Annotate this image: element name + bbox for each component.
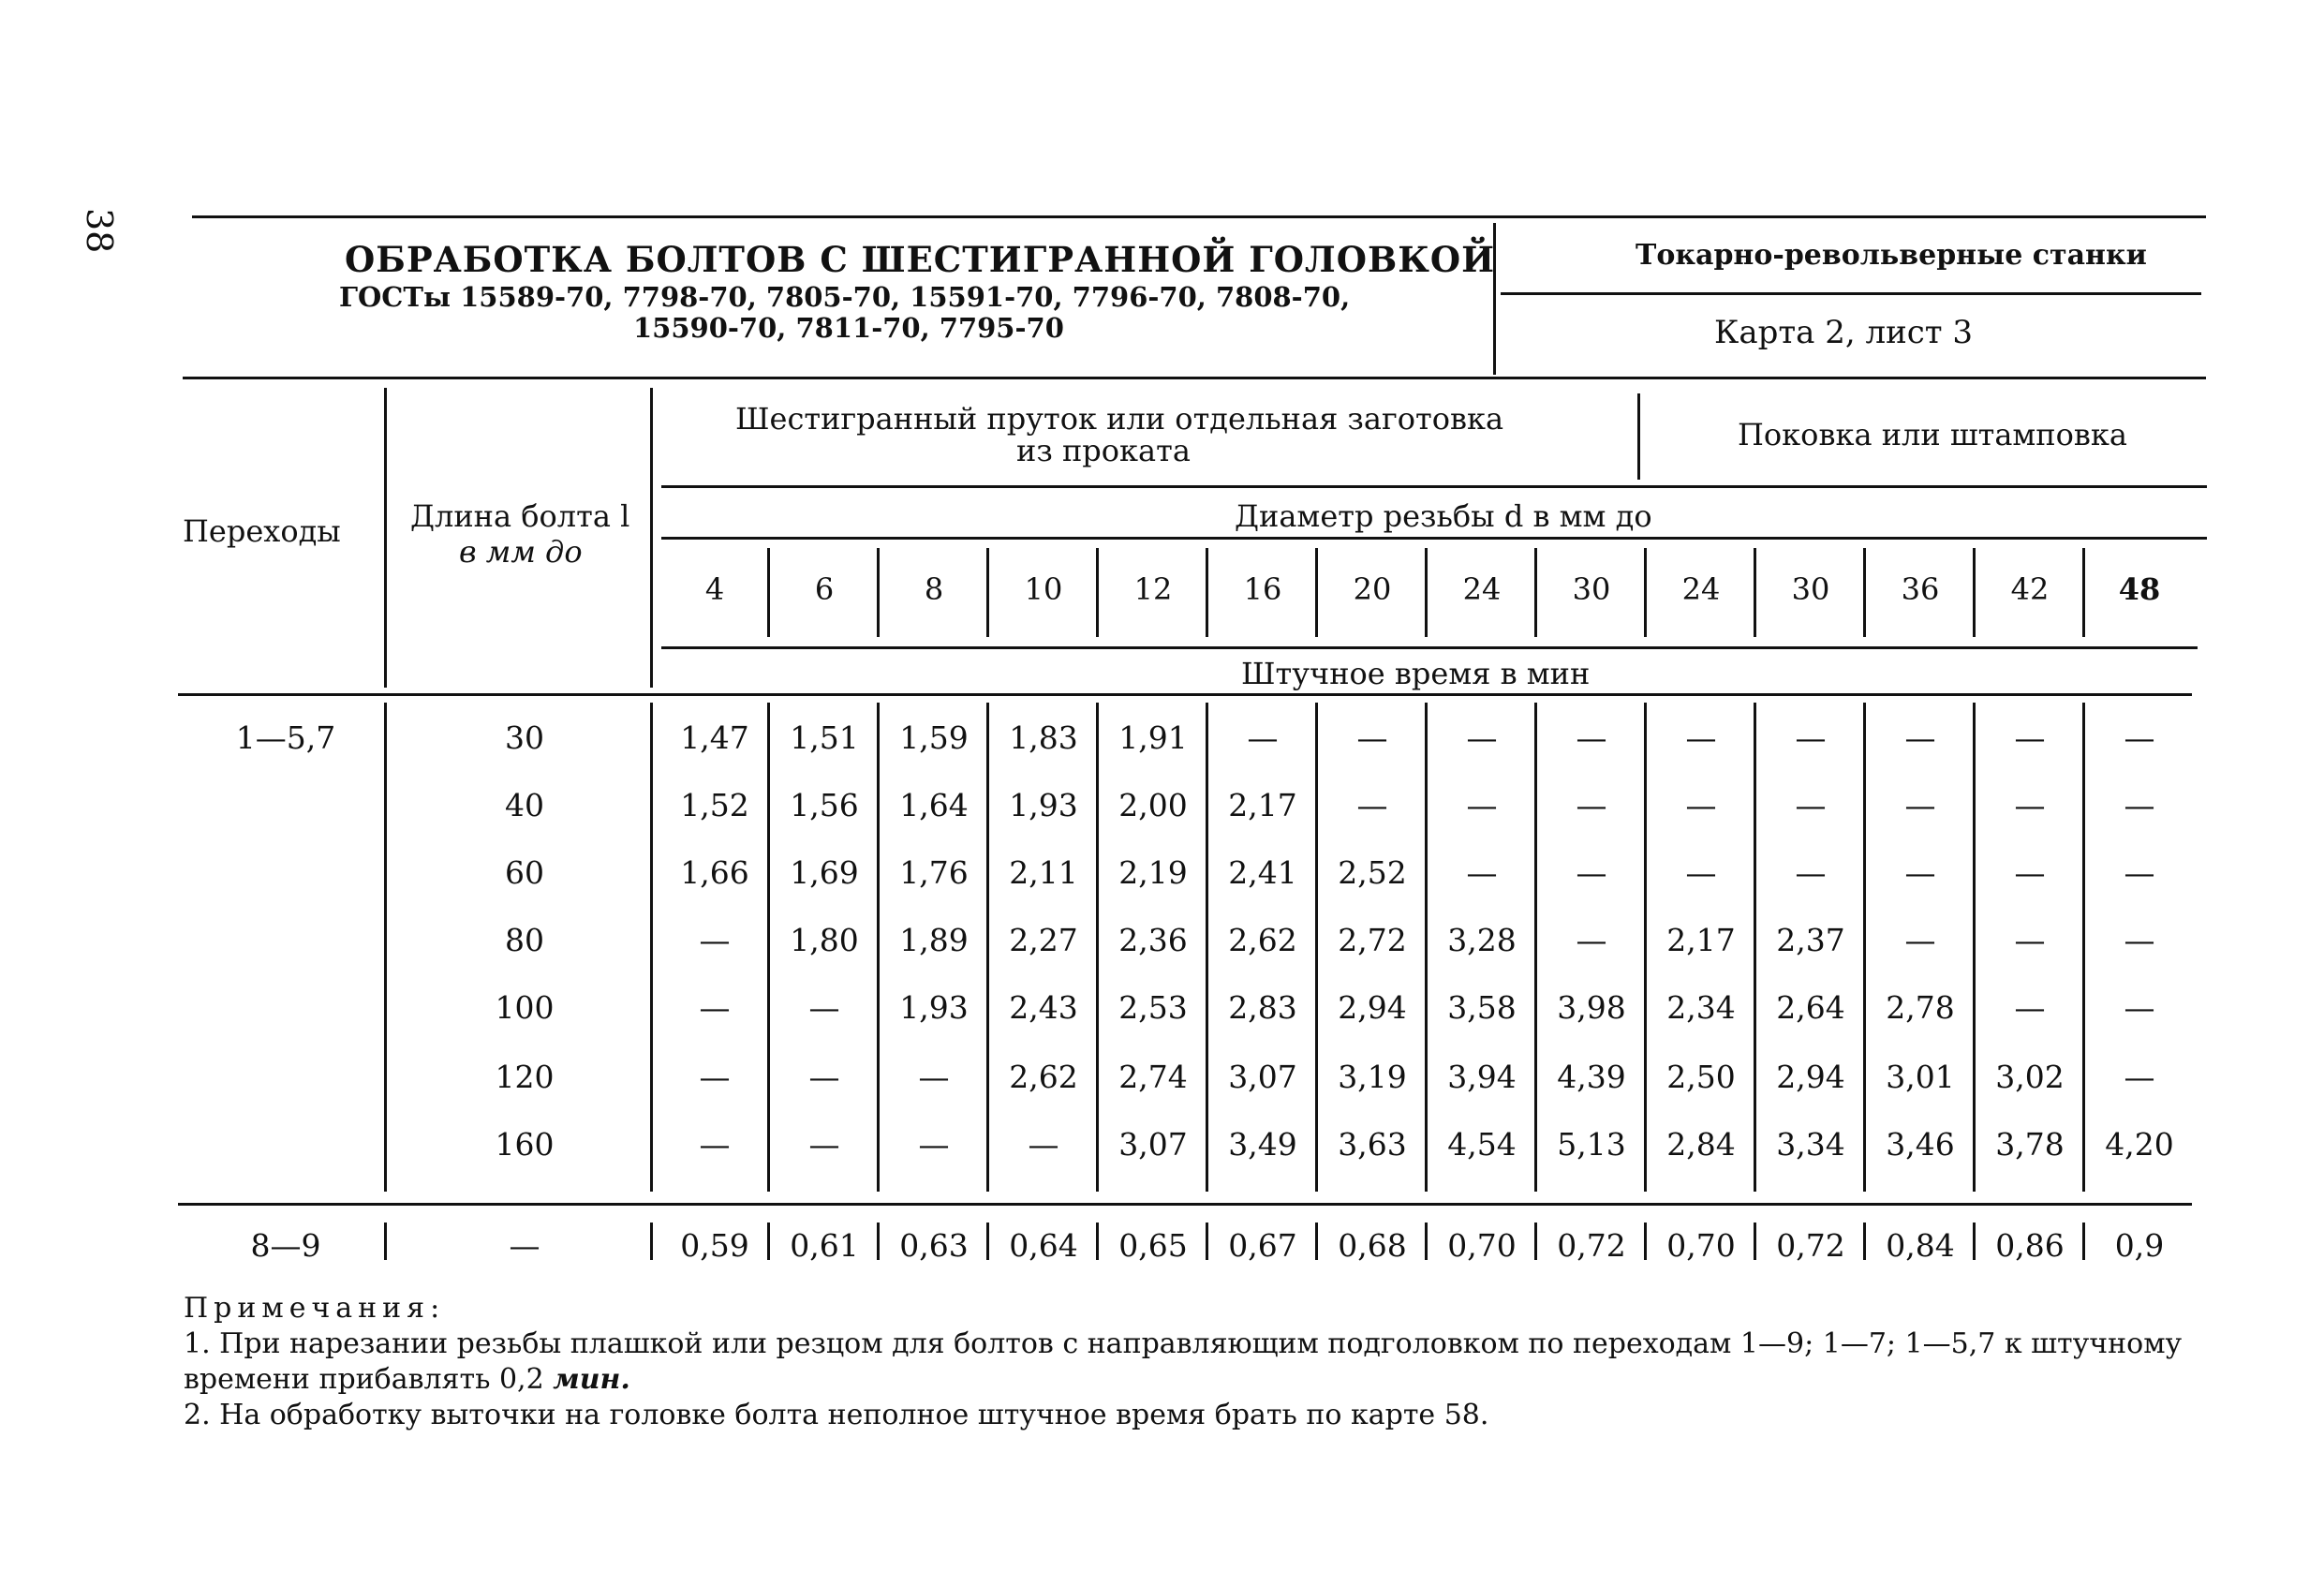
time-cell: 3,63: [1338, 1126, 1407, 1163]
time-cell: 1,56: [790, 787, 859, 823]
length-cell: 40: [505, 787, 544, 823]
time-cell: —: [808, 1126, 840, 1163]
time-cell: 0,68: [1338, 1227, 1407, 1264]
time-cell: 2,64: [1776, 989, 1845, 1026]
time-cell: 2,36: [1118, 922, 1188, 958]
last-row-col-separator: [1644, 1223, 1647, 1260]
time-cell: —: [2124, 989, 2155, 1026]
time-cell: 2,53: [1118, 989, 1188, 1026]
body-divider-length: [650, 703, 653, 1192]
time-cell: —: [1795, 854, 1827, 891]
header-bottom-rule: [178, 693, 2192, 696]
time-cell: 2,84: [1666, 1126, 1736, 1163]
last-row-col-separator: [2082, 1223, 2085, 1260]
time-cell: 2,11: [1009, 854, 1078, 891]
time-cell: 3,34: [1776, 1126, 1845, 1163]
time-cell: 3,58: [1447, 989, 1517, 1026]
time-cell: —: [1795, 719, 1827, 756]
body-col-separator: [1754, 703, 1756, 1192]
time-cell: 0,61: [790, 1227, 859, 1264]
body-col-separator: [1425, 703, 1428, 1192]
diameter-col-separator: [1096, 548, 1099, 637]
diameter-col-separator: [877, 548, 880, 637]
diameter-value: 8: [924, 571, 944, 607]
page-number: 38: [79, 208, 120, 254]
diameter-col-separator: [1206, 548, 1208, 637]
time-cell: 2,43: [1009, 989, 1078, 1026]
time-cell: 1,69: [790, 854, 859, 891]
diameter-value: 10: [1024, 571, 1063, 607]
time-cell: —: [2014, 854, 2046, 891]
time-cell: 4,39: [1557, 1059, 1626, 1095]
diameter-col-separator: [1973, 548, 1976, 637]
time-cell: 2,83: [1228, 989, 1297, 1026]
time-cell: 1,64: [899, 787, 969, 823]
time-cell: 4,54: [1447, 1126, 1517, 1163]
length-cell: 60: [505, 854, 544, 891]
page-title: ОБРАБОТКА БОЛТОВ С ШЕСТИГРАННОЙ ГОЛОВКОЙ: [345, 239, 1496, 280]
time-cell: —: [2014, 719, 2046, 756]
last-row-col-separator: [1973, 1223, 1976, 1260]
body-divider-transitions: [384, 703, 387, 1192]
time-cell: —: [918, 1059, 950, 1095]
diameter-col-separator: [1644, 548, 1647, 637]
last-row-col-separator: [1534, 1223, 1537, 1260]
group-rule: [661, 485, 2207, 488]
time-cell: —: [1466, 719, 1498, 756]
transitions-header: Переходы: [183, 513, 341, 549]
group-forging-header: Поковка или штамповка: [1738, 417, 2127, 452]
time-cell: 2,52: [1338, 854, 1407, 891]
body-col-separator: [1644, 703, 1647, 1192]
body-col-separator: [1206, 703, 1208, 1192]
time-cell: 0,70: [1666, 1227, 1736, 1264]
body-col-separator: [1315, 703, 1318, 1192]
time-cell: 0,72: [1557, 1227, 1626, 1264]
time-cell: —: [1028, 1126, 1059, 1163]
time-cell: 2,41: [1228, 854, 1297, 891]
time-cell: 0,86: [1995, 1227, 2065, 1264]
time-cell: 2,19: [1118, 854, 1188, 891]
time-cell: —: [2124, 854, 2155, 891]
diameter-col-separator: [986, 548, 989, 637]
time-cell: 3,01: [1886, 1059, 1955, 1095]
diameter-col-separator: [1534, 548, 1537, 637]
last-row-col-separator: [877, 1223, 880, 1260]
time-cell: 1,89: [899, 922, 969, 958]
time-cell: 2,62: [1228, 922, 1297, 958]
body-col-separator: [986, 703, 989, 1192]
time-cell: —: [699, 1059, 731, 1095]
diameter-value: 42: [2010, 571, 2050, 607]
time-cell: 0,70: [1447, 1227, 1517, 1264]
time-cell: 0,84: [1886, 1227, 1955, 1264]
time-cell: 2,78: [1886, 989, 1955, 1026]
col-divider-length: [650, 388, 653, 688]
diameter-value: 24: [1681, 571, 1721, 607]
time-cell: 3,07: [1228, 1059, 1297, 1095]
body-col-separator: [877, 703, 880, 1192]
length-header-1: Длина болта l: [410, 498, 630, 534]
time-cell: —: [1356, 719, 1388, 756]
length-cell: 100: [495, 989, 555, 1026]
diameter-value: 6: [814, 571, 835, 607]
time-cell: —: [699, 922, 731, 958]
time-cell: 1,80: [790, 922, 859, 958]
time-cell: —: [808, 989, 840, 1026]
time-cell: 2,37: [1776, 922, 1845, 958]
last-row-col-separator: [1754, 1223, 1756, 1260]
last-row-col-separator: [767, 1223, 770, 1260]
time-cell: —: [1576, 854, 1607, 891]
time-cell: 4,20: [2105, 1126, 2174, 1163]
note-1-text: 1. При нарезании резьбы плашкой или резцом для болтов с направляющим подголовком по переходам 1—9; 1—7; 1—5,7 к штучному времени прибавлять 0,2: [184, 1327, 2183, 1396]
time-cell: —: [1576, 719, 1607, 756]
card-sheet: Карта 2, лист 3: [1714, 314, 1974, 351]
time-cell: —: [1576, 922, 1607, 958]
diameter-value: 48: [2118, 571, 2161, 607]
body-col-separator: [1096, 703, 1099, 1192]
last-row-divider: [384, 1223, 387, 1260]
time-cell: —: [2124, 719, 2155, 756]
last-row-rule: [178, 1203, 2192, 1206]
diameter-col-separator: [1863, 548, 1866, 637]
time-cell: 2,00: [1118, 787, 1188, 823]
time-cell: —: [808, 1059, 840, 1095]
time-cell: 3,98: [1557, 989, 1626, 1026]
notes: [184, 1291, 2207, 1433]
time-cell: 2,27: [1009, 922, 1078, 958]
diameter-col-separator: [1315, 548, 1318, 637]
diameter-value: 24: [1462, 571, 1502, 607]
time-cell: 2,94: [1338, 989, 1407, 1026]
diameter-rule: [661, 537, 2207, 540]
time-cell: 2,17: [1666, 922, 1736, 958]
col-divider-transitions: [384, 388, 387, 688]
length-cell: 120: [495, 1059, 555, 1095]
time-cell: 1,83: [1009, 719, 1078, 756]
last-row-col-separator: [1863, 1223, 1866, 1260]
time-cell: 2,34: [1666, 989, 1736, 1026]
gost-line-1: ГОСТы 15589-70, 7798-70, 7805-70, 15591-70, 7796-70, 7808-70,: [339, 281, 1351, 313]
time-cell: 1,76: [899, 854, 969, 891]
body-col-separator: [1863, 703, 1866, 1192]
last-row-divider: [650, 1223, 653, 1260]
time-cell: 0,9: [2114, 1227, 2165, 1264]
time-cell: —: [2014, 787, 2046, 823]
note-1-unit: мин.: [553, 1363, 630, 1396]
time-cell: 2,94: [1776, 1059, 1845, 1095]
diameter-value: 12: [1133, 571, 1173, 607]
time-cell: 3,19: [1338, 1059, 1407, 1095]
group-divider: [1637, 393, 1640, 480]
time-cell: 3,02: [1995, 1059, 2065, 1095]
diameter-value: 16: [1243, 571, 1282, 607]
diameter-col-separator: [2082, 548, 2085, 637]
time-cell: —: [1795, 787, 1827, 823]
diameter-value: 36: [1901, 571, 1940, 607]
time-cell: 0,65: [1118, 1227, 1188, 1264]
time-cell: 2,62: [1009, 1059, 1078, 1095]
time-cell: 3,94: [1447, 1059, 1517, 1095]
body-col-separator: [1973, 703, 1976, 1192]
time-cell: —: [2124, 922, 2155, 958]
time-cell: 2,72: [1338, 922, 1407, 958]
time-cell: 1,66: [680, 854, 749, 891]
time-cell: —: [1356, 787, 1388, 823]
body-col-separator: [2082, 703, 2085, 1192]
time-cell: 0,67: [1228, 1227, 1297, 1264]
header-top-rule: [192, 215, 2206, 218]
machine-type: Токарно-револьверные станки: [1636, 239, 2147, 272]
length-header-2: в мм до: [459, 534, 583, 570]
time-cell: 3,78: [1995, 1126, 2065, 1163]
time-cell: 0,63: [899, 1227, 969, 1264]
time-cell: —: [2014, 989, 2046, 1026]
time-cell: —: [2124, 1059, 2155, 1095]
time-cell: —: [1685, 854, 1717, 891]
group-bar-header-2: из проката: [1016, 433, 1191, 468]
diameter-col-separator: [767, 548, 770, 637]
note-2: 2. На обработку выточки на головке болта неполное штучное время брать по карте 58.: [184, 1399, 1489, 1431]
time-cell: 1,47: [680, 719, 749, 756]
time-cell: —: [1685, 719, 1717, 756]
time-cell: 3,46: [1886, 1126, 1955, 1163]
diameter-value: 30: [1572, 571, 1611, 607]
time-cell: 2,50: [1666, 1059, 1736, 1095]
time-cell: 0,72: [1776, 1227, 1845, 1264]
time-cell: 3,49: [1228, 1126, 1297, 1163]
body-col-separator: [1534, 703, 1537, 1192]
time-cell: —: [2124, 787, 2155, 823]
time-cell: 5,13: [1557, 1126, 1626, 1163]
group-bar-header-1: Шестигранный пруток или отдельная заготовка: [735, 401, 1504, 437]
last-row-col-separator: [1425, 1223, 1428, 1260]
diameter-value: 30: [1791, 571, 1830, 607]
last-row-col-separator: [986, 1223, 989, 1260]
length-cell: 30: [505, 719, 544, 756]
time-cell: —: [1466, 787, 1498, 823]
time-cell: 0,59: [680, 1227, 749, 1264]
transition-cell: 1—5,7: [235, 719, 336, 756]
table-top-rule: [183, 377, 2206, 379]
diameter-header: Диаметр резьбы d в мм до: [1235, 498, 1652, 534]
transition-cell: 8—9: [250, 1227, 321, 1264]
time-cell: 1,52: [680, 787, 749, 823]
body-col-separator: [767, 703, 770, 1192]
time-cell: 2,74: [1118, 1059, 1188, 1095]
time-cell: 1,59: [899, 719, 969, 756]
last-row-col-separator: [1206, 1223, 1208, 1260]
diameter-col-separator: [1754, 548, 1756, 637]
time-cell: 1,51: [790, 719, 859, 756]
time-cell: 1,91: [1118, 719, 1188, 756]
time-cell: —: [699, 989, 731, 1026]
notes-title: Примечания:: [184, 1292, 446, 1325]
diameter-value: 20: [1353, 571, 1392, 607]
time-cell: —: [1466, 854, 1498, 891]
last-row-col-separator: [1096, 1223, 1099, 1260]
time-cell: 3,28: [1447, 922, 1517, 958]
header-right-rule: [1501, 292, 2201, 295]
time-cell: —: [699, 1126, 731, 1163]
time-cell: 1,93: [1009, 787, 1078, 823]
time-cell: —: [1576, 787, 1607, 823]
time-cell: —: [1904, 854, 1936, 891]
diameter-value: 4: [704, 571, 725, 607]
time-cell: —: [1247, 719, 1279, 756]
note-1: [184, 1326, 2207, 1398]
time-cell: —: [1904, 787, 1936, 823]
length-cell: —: [509, 1227, 540, 1264]
diameter-values-rule: [661, 646, 2198, 649]
time-cell: 1,93: [899, 989, 969, 1026]
time-cell: —: [1904, 719, 1936, 756]
time-cell: —: [1685, 787, 1717, 823]
last-row-col-separator: [1315, 1223, 1318, 1260]
time-cell: 2,17: [1228, 787, 1297, 823]
time-cell: —: [918, 1126, 950, 1163]
time-cell: 3,07: [1118, 1126, 1188, 1163]
length-cell: 80: [505, 922, 544, 958]
time-cell: —: [1904, 922, 1936, 958]
diameter-col-separator: [1425, 548, 1428, 637]
time-cell: 0,64: [1009, 1227, 1078, 1264]
gost-line-2: 15590-70, 7811-70, 7795-70: [633, 312, 1064, 344]
time-cell: —: [2014, 922, 2046, 958]
length-cell: 160: [495, 1126, 555, 1163]
time-header: Штучное время в мин: [1241, 656, 1591, 691]
